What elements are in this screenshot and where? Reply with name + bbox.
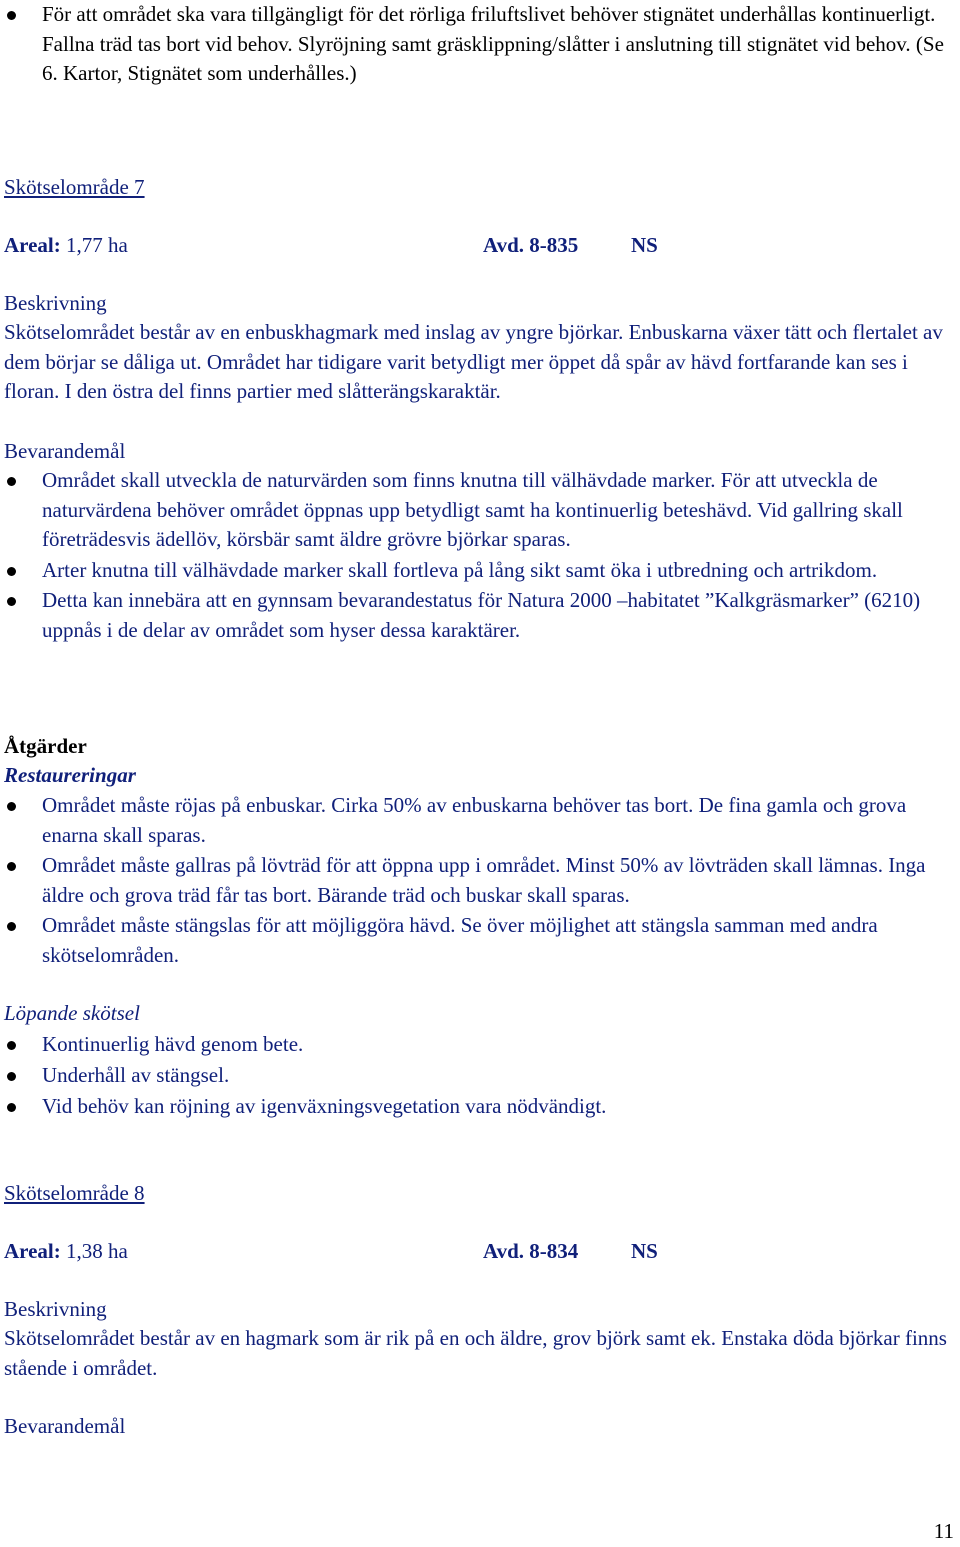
area7-heading: Skötselområde 7: [4, 175, 145, 199]
list-item-text: Området måste gallras på lövträd för att öppna upp i området. Minst 50% av lövträden skall lämnas. Inga äldre och grova träd får tas bort. Bärande träd och buskar skall sparas.: [42, 853, 926, 907]
area8-areal-row: [4, 1237, 704, 1267]
list-item-text: Kontinuerlig hävd genom bete.: [42, 1032, 304, 1056]
bullet-icon: [7, 922, 16, 931]
area7-bevarandemal-heading: Bevarandemål: [4, 439, 126, 463]
list-item-text: Arter knutna till välhävdade marker skall fortleva på lång sikt samt öka i utbredning och artrikdom.: [42, 557, 878, 582]
area8-avd: Avd. 8-834: [483, 1239, 579, 1263]
bullet-icon: [7, 11, 16, 20]
area7-beskrivning-text: Skötselområdet består av en enbuskhagmark med inslag av yngre björkar. Enbuskarna växer tätt och flertalet av dem börjar se dåliga ut. Området har tidigare varit betydligt mer öppet då spår av hävd fortfarande kan ses i floran. I den östra del finns partier med slåtterängskaraktär.: [4, 320, 943, 403]
area7-avd: Avd. 8-835: [483, 233, 579, 257]
bullet-icon: [7, 862, 16, 871]
page-number: 11: [933, 1519, 954, 1543]
list-item: [4, 1030, 950, 1060]
area8-beskrivning-text: Skötselområdet består av en hagmark som är rik på en och äldre, grov björk samt ek. Enstaka döda björkar finns stående i området.: [4, 1326, 947, 1380]
area8-areal-value: 1,38 ha: [66, 1239, 128, 1263]
list-item: [4, 1092, 950, 1122]
list-item-text: Området måste röjas på enbuskar. Cirka 50% av enbuskarna behöver tas bort. De fina gamla och grova enarna skall sparas.: [42, 793, 907, 847]
list-item: [4, 586, 950, 645]
area8-areal-label: Areal:: [4, 1239, 61, 1263]
area7-areal-label: Areal:: [4, 233, 61, 257]
list-item: [4, 911, 950, 970]
bullet-icon: [7, 1103, 16, 1112]
area7-beskrivning-heading: Beskrivning: [4, 291, 107, 315]
area7-areal-row: [4, 231, 704, 261]
list-item-text: Vid behöv kan röjning av igenväxningsvegetation vara nödvändigt.: [42, 1094, 607, 1118]
list-item: [4, 851, 950, 910]
list-item: [4, 556, 950, 586]
bullet-icon: [7, 1072, 16, 1081]
area7-ns: NS: [631, 233, 658, 257]
intro-section: [4, 0, 950, 89]
area7-areal-value: 1,77 ha: [66, 233, 128, 257]
area7-restaureringar-heading: Restaureringar: [4, 763, 136, 787]
bullet-icon: [7, 1041, 16, 1050]
area7-lopande-list: [4, 1030, 950, 1122]
list-item-text: Underhåll av stängsel.: [42, 1063, 230, 1087]
intro-bullet-text: För att området ska vara tillgängligt för det rörliga friluftslivet behöver stignätet underhållas kontinuerligt. Fallna träd tas bort vid behov. Slyröjning samt gräsklippning/slåtter i anslutning till stignätet vid behov. (Se 6. Kartor, Stignätet som underhålles.): [42, 2, 944, 85]
bullet-icon: [7, 597, 16, 606]
list-item: [4, 466, 950, 555]
list-item: [4, 791, 950, 850]
bullet-icon: [7, 477, 16, 486]
area7-restaureringar-list: [4, 791, 950, 970]
bullet-icon: [7, 802, 16, 811]
bullet-icon: [7, 567, 16, 576]
intro-bullet: [4, 0, 950, 89]
list-item-text: Området måste stängslas för att möjliggöra hävd. Se över möjlighet att stängsla samman med andra skötselområden.: [42, 913, 878, 967]
area7-lopande-heading: Löpande skötsel: [4, 1001, 140, 1025]
list-item: [4, 1061, 950, 1091]
area8-heading: Skötselområde 8: [4, 1181, 145, 1205]
list-item-text: Området skall utveckla de naturvärden som finns knutna till välhävdade marker. För att utveckla de naturvärdena behöver området öppnas upp betydligt samt ha kontinuerlig beteshävd. Vid gallring skall företrädesvis ädellöv, körsbär samt äldre grövre björkar sparas.: [42, 468, 903, 551]
area8-ns: NS: [631, 1239, 658, 1263]
list-item-text: Detta kan innebära att en gynnsam bevarandestatus för Natura 2000 –habitatet ”Kalkgräsmarker” (6210) uppnås i de delar av området som hyser dessa karaktärer.: [42, 588, 921, 642]
area7-bevarandemal-list: [4, 466, 950, 645]
area7-atgarder-heading: Åtgärder: [4, 734, 87, 758]
area8-bevarandemal-heading: Bevarandemål: [4, 1414, 126, 1438]
area8-beskrivning-heading: Beskrivning: [4, 1297, 107, 1321]
